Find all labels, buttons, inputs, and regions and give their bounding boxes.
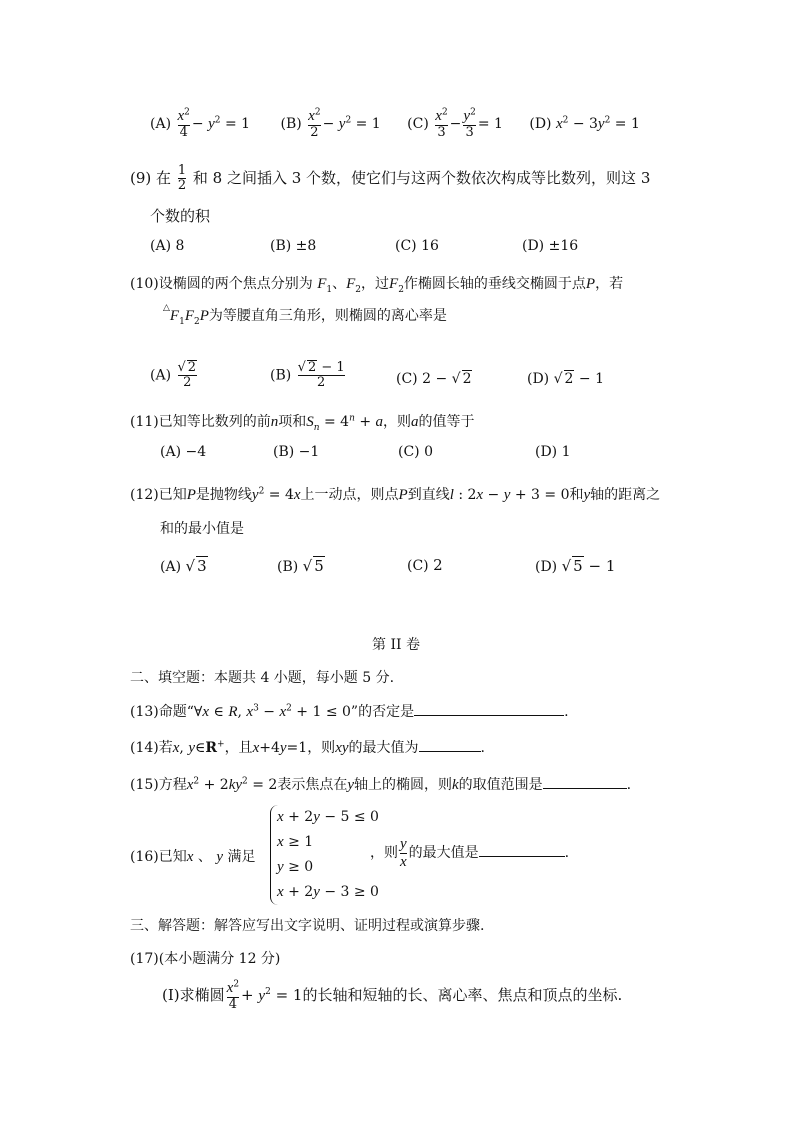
q14: (14)若x, y∈R+，且x+4y=1，则xy的最大值为 . [130,739,485,756]
q9-option-a: (A) 8 [150,238,185,254]
q8-option-b: (B) $\frac{x^2}{2}$ − $y^2 = 1$ [280,107,381,140]
q16-system: x + 2y − 5 ≤ 0 x ≥ 1 y ≥ 0 x + 2y − 3 ≥ 0 [270,805,379,905]
q10-option-c: (C) 2 − √ 2 [396,371,472,387]
triangle-icon: △ [163,303,170,313]
section2-heading: 二、填空题：本题共 4 小题，每小题 5 分. [130,670,395,686]
q12-stem: (12)已知P是抛物线$y^2 = 4x$上一动点，则点P到直线l : 2x − y + 3 = 0和y轴的距离之 [130,486,661,503]
q15-answer-blank[interactable] [543,788,627,789]
q12-option-c: (C) 2 [407,556,443,574]
q10-option-a: (A) $\frac{√ 2}{2}$ [150,360,197,391]
q11-stem: (11)已知等比数列的前n项和$S_n = 4^n + a$，则a的值等于 [130,413,475,433]
q17-header: (17)(本小题满分 12 分) [130,951,281,967]
q8-option-d: (D) $x^2 - 3y^2 = 1$ [529,115,640,132]
q17-part1: (I)求椭圆 $\frac{x^2}{4}$ + $y^2 = 1$的长轴和短轴的长、离心率、焦点和顶点的坐标. [162,979,623,1012]
q9-line2: 个数的积 [150,207,211,225]
q14-answer-blank[interactable] [419,751,481,752]
q16-answer-blank[interactable] [479,856,565,857]
q9-option-d: (D) ±16 [522,238,579,254]
q12-line2: 和的最小值是 [160,521,244,537]
q12-option-d: (D) √ 5 − 1 [535,557,616,575]
q10-option-b: (B) $\frac{√ 2 - 1}{2}$ [270,360,345,391]
q10-option-d: (D) √ 2 − 1 [527,371,604,387]
q8-option-a: (A) $\frac{x^2}{4}$ − $y^2 = 1$ [150,107,251,140]
q13: (13)命题“∀x ∈ R, $x^3 - x^2 + 1 \le 0$”的否定是 . [130,703,569,720]
q8-option-c: (C) $\frac{x^2}{3}$ − $\frac{y^2}{3}$ = 1 [407,107,503,140]
q12-option-b: (B) √ 5 [277,557,324,575]
q8-options [150,108,640,140]
q9-stem: (9) 在 $\frac{1}{2}$ 和 8 之间插入 3 个数，使它们与这两个数依次构成等比数列，则这 3 [130,163,651,194]
q9-option-b: (B) ±8 [270,238,317,254]
q9-number: (9) [130,168,152,187]
q11-option-b: (B) −1 [273,444,320,460]
q10-line2: $^\triangle F_1F_2P$为等腰直角三角形，则椭圆的离心率是 [163,303,447,327]
section3-heading: 三、解答题：解答应写出文字说明、证明过程或演算步骤. [130,918,485,934]
q16-tail: ，则 $\frac{y}{x}$ 的最大值是 . [370,836,570,870]
q16-label: (16)已知x 、 y 满足 [130,849,256,865]
q15: (15)方程$x^2 + 2ky^2 = 2$表示焦点在y轴上的椭圆，则k的取值范围是 . [130,776,632,793]
q9-option-c: (C) 16 [395,238,439,254]
q10-stem: (10)设椭圆的两个焦点分别为 $F_1$、$F_2$，过$F_2$作椭圆长轴的垂线交椭圆于点P，若 [130,276,624,295]
q11-option-d: (D) 1 [535,444,571,460]
q11-option-c: (C) 0 [398,444,433,460]
section-title: 第 II 卷 [372,637,420,653]
q11-option-a: (A) −4 [160,444,207,460]
q13-answer-blank[interactable] [414,715,564,716]
q12-option-a: (A) √ 3 [160,557,207,575]
